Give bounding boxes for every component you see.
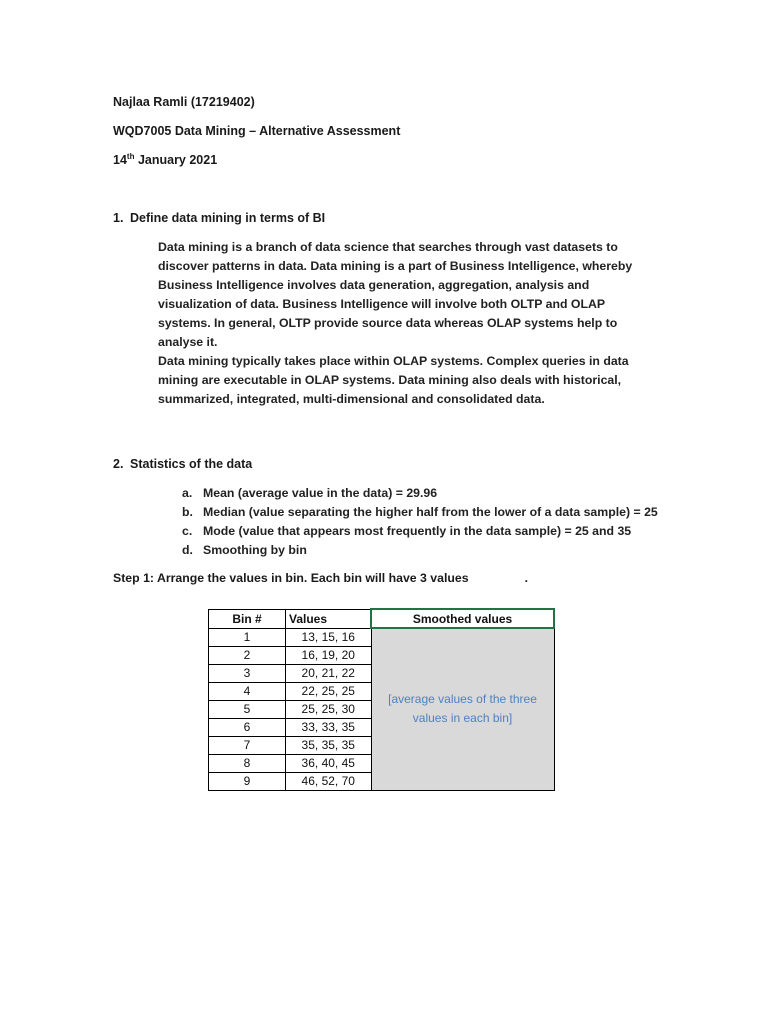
bin-cell: 3 bbox=[209, 664, 286, 682]
values-cell: 20, 21, 22 bbox=[286, 664, 372, 682]
smoothed-placeholder: [average values of the three values in each bin] bbox=[388, 692, 537, 726]
date-day: 14 bbox=[113, 153, 127, 167]
values-cell: 16, 19, 20 bbox=[286, 646, 372, 664]
section-1-heading bbox=[113, 211, 325, 225]
section-2-title: Statistics of the data bbox=[130, 457, 253, 471]
section-1-title: Define data mining in terms of BI bbox=[130, 211, 326, 225]
date-line bbox=[113, 153, 217, 167]
list-letter: c. bbox=[182, 524, 193, 538]
values-cell: 35, 35, 35 bbox=[286, 736, 372, 754]
section-1-paragraph-2 bbox=[158, 352, 658, 409]
list-item bbox=[182, 522, 658, 541]
smoothed-values-cell bbox=[371, 628, 554, 790]
list-text: Mode (value that appears most frequently in the data sample) = 25 and 35 bbox=[203, 524, 632, 538]
list-letter: b. bbox=[182, 505, 193, 519]
bin-cell: 6 bbox=[209, 718, 286, 736]
date-rest: January 2021 bbox=[134, 153, 218, 167]
step-1-text bbox=[113, 571, 528, 585]
step-1-label: Step 1: Arrange the values in bin. Each bin will have 3 values bbox=[113, 571, 469, 585]
list-text: Mean (average value in the data) = 29.96 bbox=[203, 486, 438, 500]
header-values: Values bbox=[286, 609, 372, 628]
header-bin: Bin # bbox=[209, 609, 286, 628]
values-cell: 13, 15, 16 bbox=[286, 628, 372, 646]
bin-cell: 9 bbox=[209, 772, 286, 790]
values-cell: 46, 52, 70 bbox=[286, 772, 372, 790]
values-cell: 36, 40, 45 bbox=[286, 754, 372, 772]
statistics-list bbox=[182, 484, 658, 560]
section-1-number: 1. bbox=[113, 211, 124, 225]
section-1-paragraph-1 bbox=[158, 238, 658, 352]
paragraph-text: Data mining typically takes place within OLAP systems. Complex queries in data mining are executable in OLAP systems. Data mining also deals with historical, summarized, integrated, multi-dimensional and consolidated data. bbox=[158, 354, 629, 406]
list-letter: a. bbox=[182, 486, 193, 500]
paragraph-text: Data mining is a branch of data science that searches through vast datasets to discover patterns in data. Data mining is a part of Business Intelligence, whereby Business Intelligence involves data generation, aggregation, analysis and visualization of data. Business Intelligence will involve both OLTP and OLAP systems. In general, OLTP provide source data whereas OLAP systems help to analyse it. bbox=[158, 240, 633, 349]
list-item bbox=[182, 484, 658, 503]
section-2-heading bbox=[113, 457, 252, 471]
list-letter: d. bbox=[182, 543, 193, 557]
bin-cell: 5 bbox=[209, 700, 286, 718]
bin-cell: 7 bbox=[209, 736, 286, 754]
bins-table bbox=[208, 608, 555, 791]
values-cell: 22, 25, 25 bbox=[286, 682, 372, 700]
bin-cell: 2 bbox=[209, 646, 286, 664]
section-2-number: 2. bbox=[113, 457, 124, 471]
date-suffix: th bbox=[126, 151, 135, 161]
bin-cell: 8 bbox=[209, 754, 286, 772]
table-row bbox=[209, 628, 555, 646]
list-item bbox=[182, 503, 658, 522]
header-smoothed-values[interactable]: Smoothed values bbox=[371, 609, 554, 628]
list-text: Median (value separating the higher half from the lower of a data sample) = 25 bbox=[203, 505, 658, 519]
author-line: Najlaa Ramli (17219402) bbox=[113, 95, 255, 109]
course-line: WQD7005 Data Mining – Alternative Assessment bbox=[113, 124, 401, 138]
list-text: Smoothing by bin bbox=[203, 543, 307, 557]
step-1-trailing: . bbox=[524, 571, 529, 585]
bin-cell: 1 bbox=[209, 628, 286, 646]
values-cell: 33, 33, 35 bbox=[286, 718, 372, 736]
bin-cell: 4 bbox=[209, 682, 286, 700]
values-cell: 25, 25, 30 bbox=[286, 700, 372, 718]
list-item bbox=[182, 541, 658, 560]
table-header-row bbox=[209, 609, 555, 628]
